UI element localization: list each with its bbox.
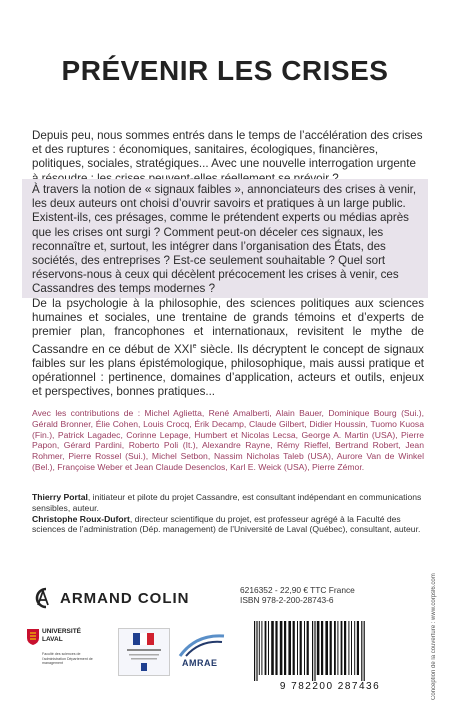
highlight-paragraph: À travers la notion de « signaux faibles », annonciateurs des crises à venir, les deux auteurs ont choisi d’ouvrir savoirs et pratiques à un large public. Existent-ils, ces présages, comme le prétendent experts ou médias après que les crises ont surgi ? Comment peut-on déceler ces signaux, les reconnaître et, surtout, les intégrer dans l’organisation des États, des sociétés, des entreprises ? Est-ce seulement souhaitable ? Quel sort réservons-nous à ceux qui décèlent précocement les crises à venir, ces Cassandres des temps modernes ? — [32, 183, 417, 296]
ministry-logo — [118, 628, 170, 676]
universite-laval-logo — [26, 628, 96, 688]
author-name: Christophe Roux-Dufort — [32, 513, 130, 524]
barcode — [250, 621, 418, 683]
author-name: Thierry Portal — [32, 492, 88, 502]
author-description: , initiateur et pilote du projet Cassandre, est consultant indépendant en communications sensibles, auteur. — [32, 492, 422, 513]
cover-design-credit: Conception de la couverture : www.corpsl6.com — [431, 573, 437, 700]
author-entry — [32, 514, 424, 536]
authors-section — [32, 492, 424, 535]
barcode-digits: 9 782200 287436 — [279, 681, 381, 692]
isbn-label: ISBN 978-2-200-28743-6 — [240, 595, 334, 606]
intro-paragraph: Depuis peu, nous sommes entrés dans le temps de l’accélération des crises et des ruptures : économiques, sanitaires, écologiques, financières, politiques, sociales, stratégiques... Avec une nouvelle interrogation urgente — [32, 129, 423, 171]
armand-colin-logo-icon — [32, 585, 54, 611]
barcode-block — [240, 585, 420, 695]
contributors-list: Avec les contributions de : Michel Aglietta, René Amalberti, Alain Bauer, Dominique Bourg (Sui.), Gérald Bronner, Élie Cohen, Louis Crocq, Érik Decamp, Claude Gilbert, Didier Houssin, Tuomo Kuosa (Fin.), Patrick Lagadec, Corinne Lepage, Humbert et Nicolas Lecsa, George A. Martin (USA), Pierre Papon, Gérard Pardini, Roberto Poli (It.), Alexandre Rayne, Rémy Rieffel, Bertrand Robert, Jean Rohmer, Pierre Rossel (Sui.), Michel Setbon, Nassim Nicholas Taleb (USA), Aurore Van de Winkel (Bel.), Françoise Weber et Jean Claude Desenclos, Karl E. Weick (USA), Pierre Zémor. — [32, 408, 424, 472]
laval-shield-icon — [26, 628, 40, 646]
amrae-name: AMRAE — [182, 658, 218, 668]
laval-name: UNIVERSITÉ LAVAL — [42, 628, 82, 643]
amrae-swoosh-icon — [176, 630, 228, 660]
publisher-name: ARMAND COLIN — [60, 589, 190, 607]
marianne-flag-icon — [119, 629, 169, 675]
author-entry — [32, 492, 424, 514]
publisher-block — [32, 585, 190, 611]
book-title: PRÉVENIR LES CRISES — [61, 55, 389, 86]
author-description: , directeur scientifique du projet, est professeur agrégé à la Faculté des sciences de l’administration (Dép. management) de l’Université de Laval (Québec), consultant, auteur. — [32, 513, 421, 535]
amrae-logo — [176, 630, 228, 676]
product-code: 6216352 - 22,90 € TTC France — [240, 585, 355, 595]
laval-faculty: Faculté des sciences de l’administration Département de management — [42, 652, 93, 666]
description-paragraph: De la psychologie à la philosophie, des sciences politiques aux sciences humaines et sociales, une trentaine de grands témoins et d’experts de premier plan, francophones et internationaux, revisitent le mythe de Cassandre en ce début de XXIe siècle. Ils décryptent le concept de signaux faibles sur les plans épistémologique, philosophique, mais aussi pratique et opérationnel : pertinence, domaines d’application, acteurs et outils, enjeux et perspectives, bonnes pratiques... — [32, 297, 424, 399]
